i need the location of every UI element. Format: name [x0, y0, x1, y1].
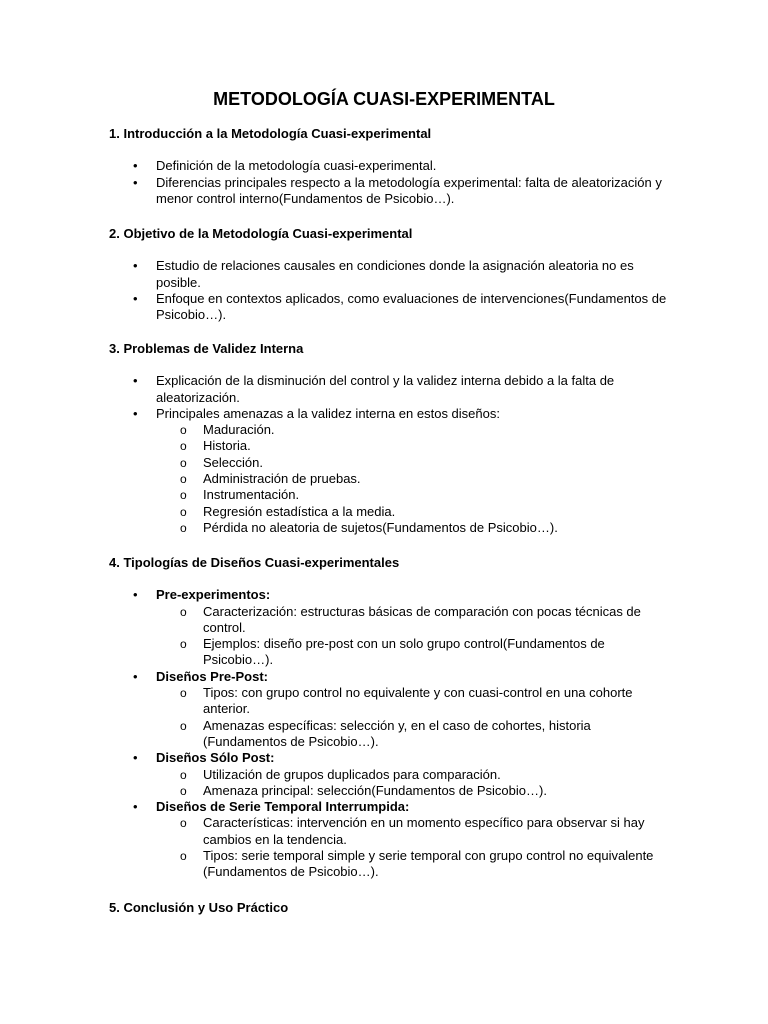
section-heading: 2. Objetivo de la Metodología Cuasi-experimental	[109, 226, 413, 241]
list-item	[109, 799, 669, 880]
sub-list-item	[156, 685, 669, 718]
sub-list-item	[156, 455, 669, 471]
sub-list-item	[156, 487, 669, 503]
sub-list-item	[156, 848, 669, 881]
section-objetivo	[109, 226, 669, 323]
bullet-list	[109, 587, 669, 880]
bullet-marker: •	[133, 258, 138, 274]
sub-list-item-text: Regresión estadística a la media.	[203, 503, 396, 519]
sub-bullet-marker: o	[180, 604, 187, 619]
sub-bullet-list	[156, 685, 669, 750]
sub-list-item-text: Administración de pruebas.	[203, 471, 361, 487]
sub-list-item-text: Historia.	[203, 438, 251, 454]
section-conclusion	[109, 900, 669, 916]
sub-list-item	[156, 783, 669, 799]
sub-bullet-marker: o	[180, 504, 187, 519]
sub-list-item-text: Características: intervención en un momento específico para observar si hay cambios en la tendencia.	[203, 815, 645, 847]
list-item-text: Enfoque en contextos aplicados, como evaluaciones de intervenciones(Fundamentos de Psicobio…).	[156, 290, 667, 323]
sub-list-item	[156, 471, 669, 487]
sub-list-item	[156, 604, 669, 637]
bullet-marker: •	[133, 290, 138, 306]
bullet-list	[109, 158, 669, 207]
sub-list-item	[156, 520, 669, 536]
list-item	[109, 750, 669, 799]
bullet-marker: •	[133, 799, 138, 815]
sub-list-item-text: Maduración.	[203, 422, 275, 438]
sub-bullet-marker: o	[180, 767, 187, 782]
sub-bullet-marker: o	[180, 849, 187, 864]
bullet-marker: •	[133, 373, 138, 389]
sub-list-item	[156, 422, 669, 438]
list-item	[109, 406, 669, 536]
list-item-text: Definición de la metodología cuasi-experimental.	[156, 158, 437, 174]
list-item	[109, 291, 669, 324]
sub-bullet-marker: o	[180, 637, 187, 652]
sub-list-item-text: Ejemplos: diseño pre-post con un solo grupo control(Fundamentos de Psicobio…).	[203, 636, 605, 668]
sub-list-item	[156, 504, 669, 520]
list-item	[109, 158, 669, 174]
bullet-marker: •	[133, 405, 138, 421]
bullet-marker: •	[133, 668, 138, 684]
sub-bullet-list	[156, 422, 669, 536]
sub-list-item-text: Amenaza principal: selección(Fundamentos de Psicobio…).	[203, 782, 547, 798]
section-heading: 5. Conclusión y Uso Práctico	[109, 900, 289, 915]
list-item	[109, 373, 669, 406]
section-introduccion	[109, 126, 669, 207]
sub-bullet-marker: o	[180, 783, 187, 798]
bullet-marker: •	[133, 587, 138, 603]
sub-bullet-marker: o	[180, 718, 187, 733]
sub-list-item-text: Tipos: con grupo control no equivalente y con cuasi-control en una cohorte anterior.	[203, 685, 633, 717]
list-item	[109, 587, 669, 668]
sub-list-item-text: Selección.	[203, 454, 263, 470]
list-item	[109, 258, 669, 291]
sub-list-item	[156, 718, 669, 751]
sub-bullet-marker: o	[180, 455, 187, 470]
bullet-marker: •	[133, 750, 138, 766]
sub-list-item-text: Tipos: serie temporal simple y serie temporal con grupo control no equivalente (Fundamentos de Psicobio…).	[203, 848, 654, 880]
bullet-marker: •	[133, 158, 138, 174]
sub-list-item	[156, 815, 669, 848]
sub-bullet-list	[156, 767, 669, 800]
section-validez-interna	[109, 341, 669, 536]
section-heading: 4. Tipologías de Diseños Cuasi-experimentales	[109, 555, 400, 570]
list-item-text: Principales amenazas a la validez interna en estos diseños:	[156, 405, 500, 421]
list-item-text: Diferencias principales respecto a la metodología experimental: falta de aleatorización y menor control interno(Fundamentos de Psicobio…).	[156, 174, 662, 206]
sub-list-item-text: Pérdida no aleatoria de sujetos(Fundamentos de Psicobio…).	[203, 519, 558, 535]
sub-bullet-marker: o	[180, 488, 187, 503]
group-label: Pre-experimentos:	[156, 587, 271, 603]
list-item-text: Explicación de la disminución del control y la validez interna debido a la falta de aleatorización.	[156, 373, 615, 405]
sub-bullet-marker: o	[180, 816, 187, 831]
section-tipologias	[109, 555, 669, 881]
sub-list-item-text: Caracterización: estructuras básicas de comparación con pocas técnicas de control.	[203, 603, 641, 635]
sub-list-item-text: Utilización de grupos duplicados para comparación.	[203, 766, 501, 782]
document-title: METODOLOGÍA CUASI-EXPERIMENTAL	[213, 89, 555, 109]
sub-bullet-marker: o	[180, 686, 187, 701]
group-label: Diseños Pre-Post:	[156, 668, 268, 684]
sub-bullet-list	[156, 815, 669, 880]
sub-list-item-text: Instrumentación.	[203, 487, 300, 503]
sub-bullet-marker: o	[180, 472, 187, 487]
sub-list-item	[156, 438, 669, 454]
bullet-list	[109, 258, 669, 323]
list-item-text: Estudio de relaciones causales en condiciones donde la asignación aleatoria no es posible.	[156, 258, 634, 290]
section-heading: 3. Problemas de Validez Interna	[109, 341, 304, 356]
sub-bullet-marker: o	[180, 520, 187, 535]
group-label: Diseños Sólo Post:	[156, 750, 275, 766]
section-heading: 1. Introducción a la Metodología Cuasi-experimental	[109, 126, 432, 141]
list-item	[109, 669, 669, 750]
sub-list-item-text: Amenazas específicas: selección y, en el caso de cohortes, historia (Fundamentos de Psicobio…).	[203, 717, 591, 749]
sub-bullet-list	[156, 604, 669, 669]
sub-bullet-marker: o	[180, 423, 187, 438]
list-item	[109, 175, 669, 208]
sub-list-item	[156, 767, 669, 783]
sub-bullet-marker: o	[180, 439, 187, 454]
group-label: Diseños de Serie Temporal Interrumpida:	[156, 799, 410, 815]
sub-list-item	[156, 636, 669, 669]
bullet-marker: •	[133, 174, 138, 190]
bullet-list	[109, 373, 669, 536]
